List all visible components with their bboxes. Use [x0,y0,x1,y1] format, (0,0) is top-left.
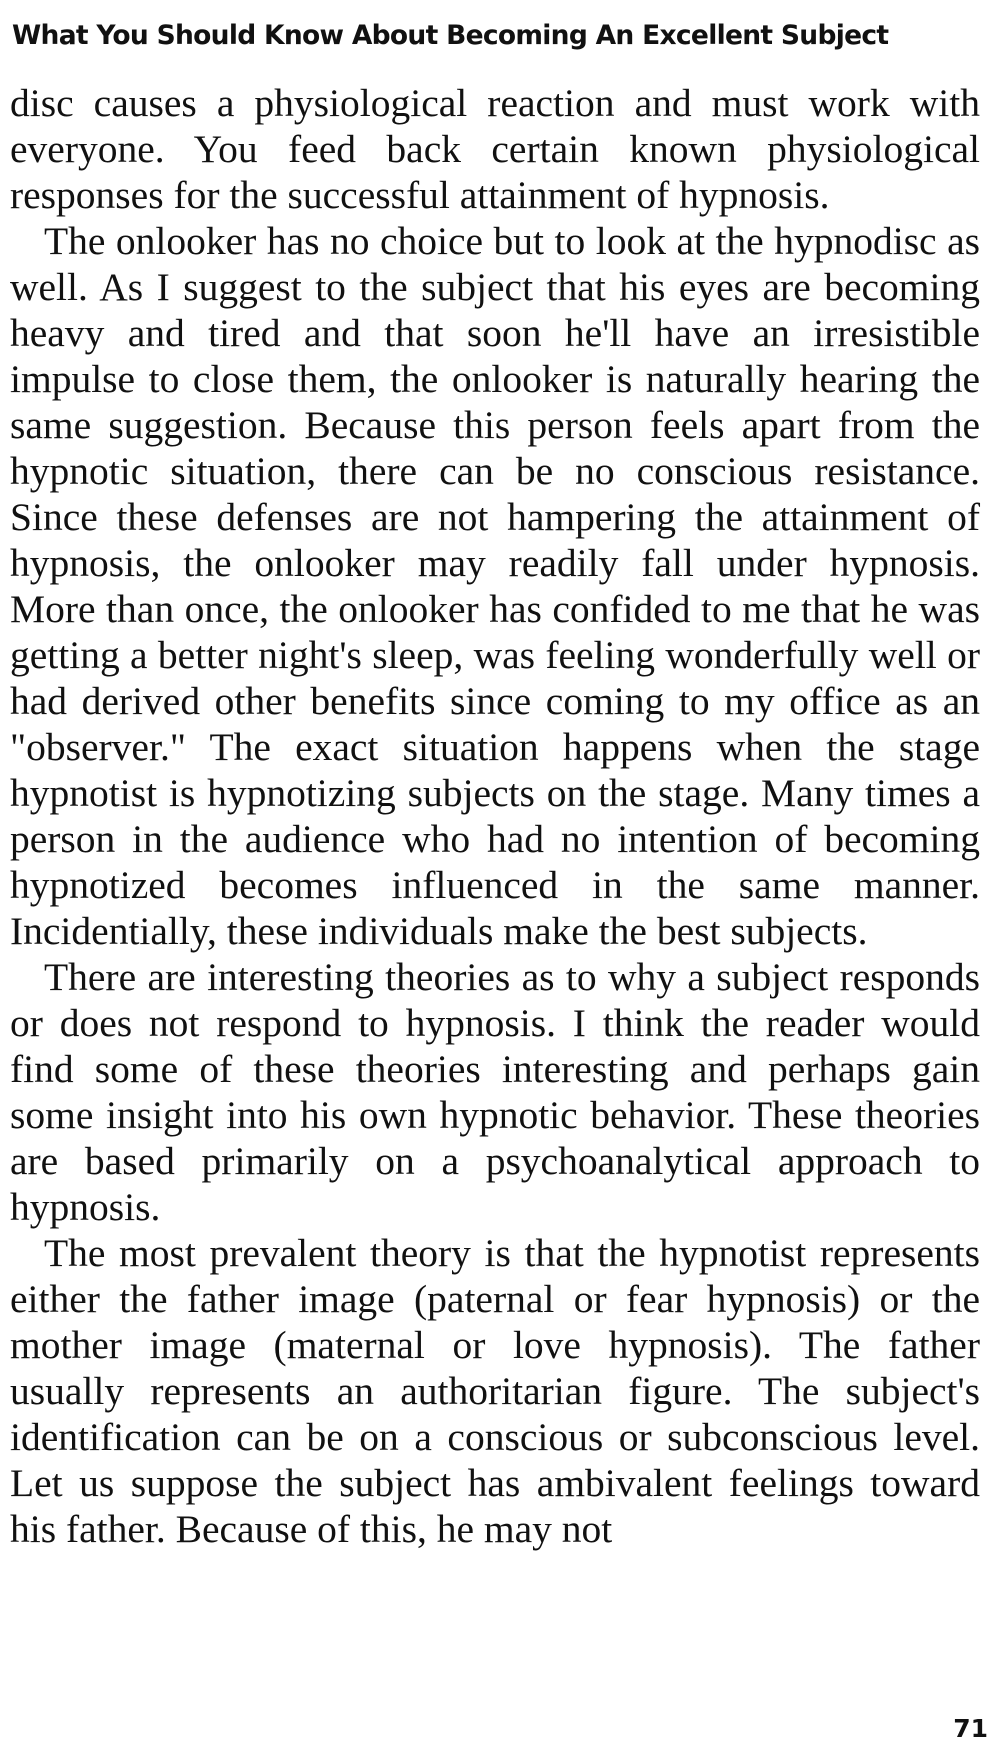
page-number: 71 [953,1714,988,1743]
running-head: What You Should Know About Becoming An Excellent Subject [12,20,889,51]
paragraph: disc causes a physiological reaction and must work with everyone. You feed back certain known physiological responses for the successful attainment of hypnosis. [10,81,980,217]
paragraph: The most prevalent theory is that the hypnotist represents either the father image (paternal or fear hypnosis) or the mother image (maternal or love hypnosis). The father usually represents an authoritarian figure. The subject's identification can be on a conscious or subconscious level. Let us suppose the subject has ambivalent feelings toward his father. Because of this, he may not [10,1231,980,1551]
body-text [10,80,980,1552]
paragraph: The onlooker has no choice but to look at the hypnodisc as well. As I suggest to the subject that his eyes are becoming heavy and tired and that soon he'll have an irresistible impulse to close them, the onlooker is naturally hearing the same suggestion. Because this person feels apart from the hypnotic situation, there can be no conscious resistance. Since these defenses are not hampering the attainment of hypnosis, the onlooker may readily fall under hypnosis. More than once, the onlooker has confided to me that he was getting a better night's sleep, was feeling wonderfully well or had derived other benefits since coming to my office as an "observer." The exact situation happens when the stage hypnotist is hypnotizing subjects on the stage. Many times a person in the audience who had no intention of becoming hypnotized becomes influenced in the same manner. Incidentially, these individuals make the best subjects. [10,219,980,953]
paragraph: There are interesting theories as to why a subject responds or does not respond to hypnosis. I think the reader would find some of these theories interesting and perhaps gain some insight into his own hypnotic behavior. These theories are based primarily on a psychoanalytical approach to hypnosis. [10,955,980,1229]
